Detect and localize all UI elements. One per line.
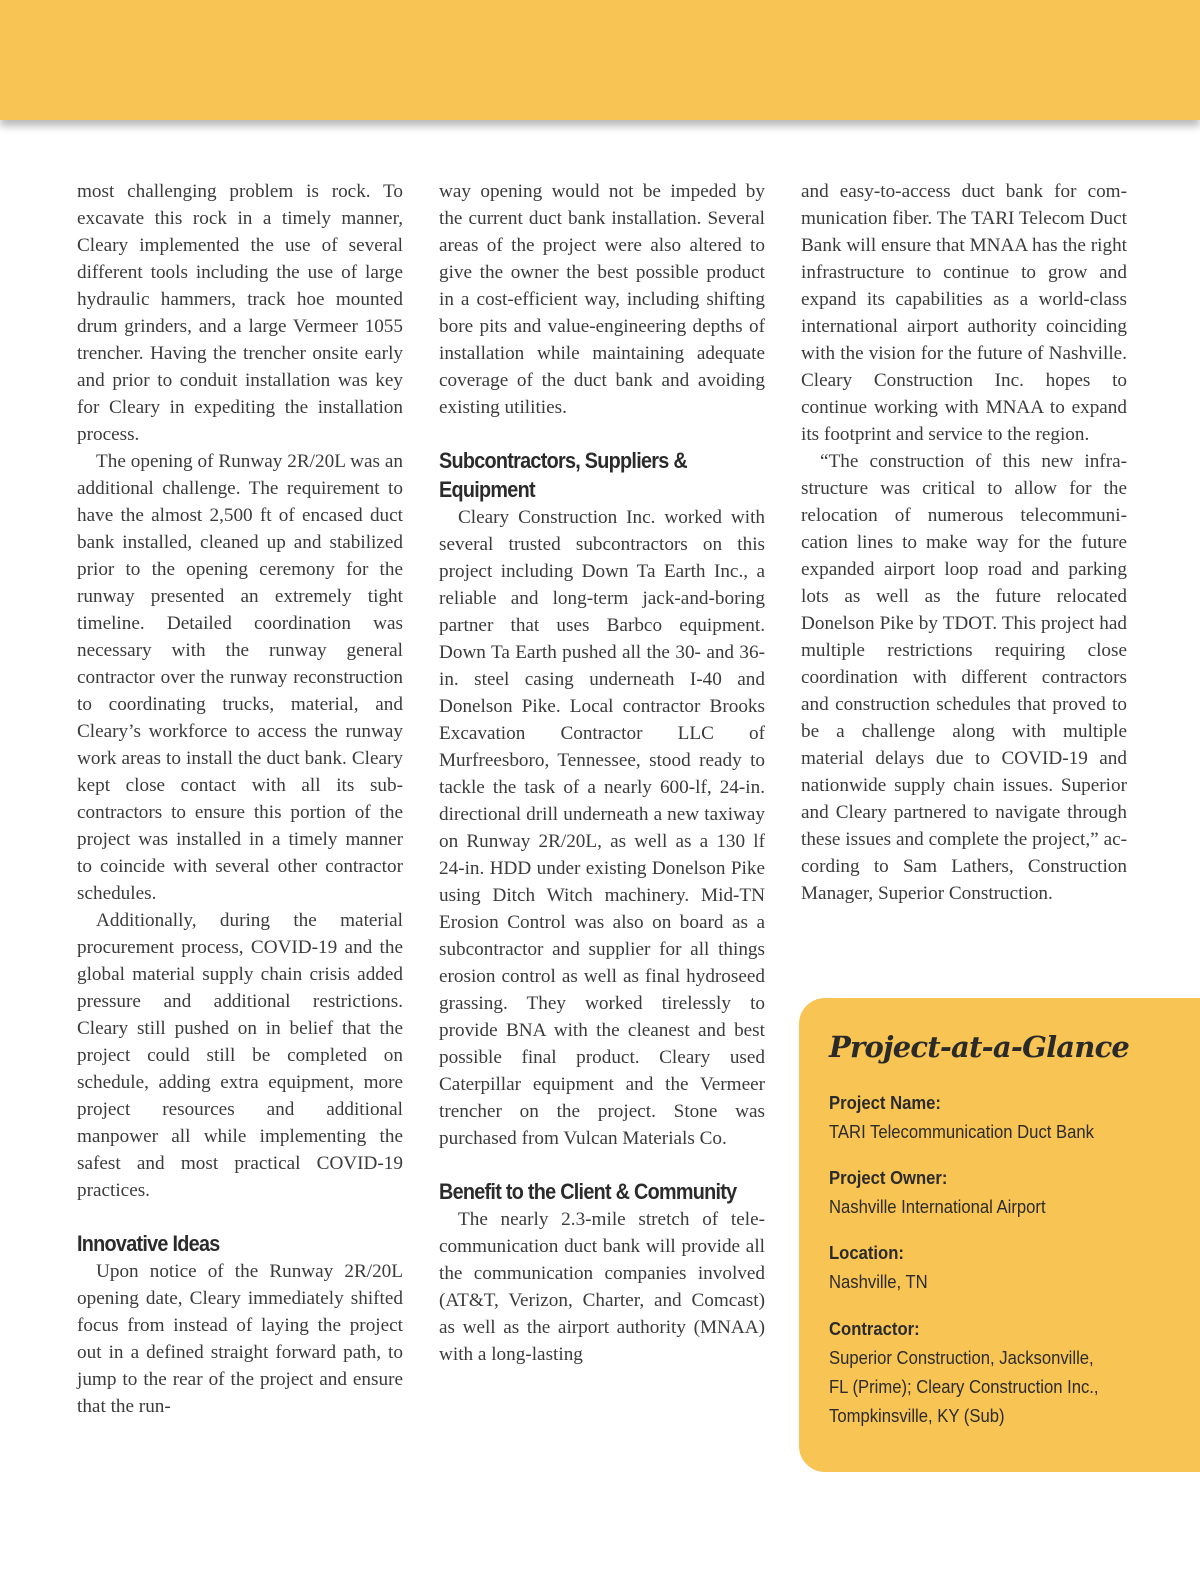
section-heading-benefit: Benefit to the Client & Community: [439, 1179, 737, 1204]
section-heading-innovative-ideas: Innovative Ideas: [77, 1231, 220, 1256]
paragraph: and easy-to-access duct bank for communication fiber. The TARI Telecom Duct Bank will ensure that MNAA has the right infrastructure to continue to grow and expand its capabilities as a world-class international airport authority coinciding with the vision for the future of Nashville. Cleary Construction Inc. hopes to continue working with MNAA to expand its footprint and service to the region.: [801, 181, 1127, 445]
section-heading-subcontractors: Subcontractors, Suppliers & Equipment: [439, 448, 687, 502]
location-item: [829, 1238, 1189, 1296]
contractor-value-line: FL (Prime); Cleary Construction Inc.,: [829, 1376, 1099, 1397]
project-name-item: [829, 1088, 1189, 1146]
paragraph: Upon notice of the Runway 2R/20L opening date, Cleary immediately shifted focus from instead of laying the project out in a defined straight forward path, to jump to the rear of the project and ensure that the run-: [77, 1261, 403, 1417]
paragraph: Cleary Construction Inc. worked with several trusted subcontractors on this project including Down Ta Earth Inc., a reliable and long-term jack-and-boring partner that uses Barbco equipment. Down Ta Earth pushed all the 30- and 36-in. steel casing underneath I-40 and Donelson Pike. Local contractor Brooks Excavation Contractor LLC of Murfreesboro, Tennessee, stood ready to tackle the task of a nearly 600-lf, 24-in. directional drill underneath a new taxiway on Runway 2R/20L, as well as a 130 lf 24-in. HDD under existing Donelson Pike using Ditch Witch machinery. Mid-TN Erosion Control was also on board as a subcontractor and supplier for all things erosion control as well as final hydroseed grassing. They worked tirelessly to provide BNA with the cleanest and best possible final product. Cleary used Caterpillar equipment and the Vermeer trencher on the project. Stone was purchased from Vulcan Materials Co.: [439, 507, 765, 1149]
paragraph: Additionally, during the material procurement process, COVID-19 and the global material supply chain crisis added pressure and additional restrictions. Cleary still pushed on in belief that the project could still be completed on schedule, adding extra equipment, more project resources and additional manpower all while implementing the safest and most practical COVID-19 practices.: [77, 910, 403, 1201]
contractor-value-line: Superior Construction, Jacksonville,: [829, 1347, 1094, 1368]
project-name-label: Project Name:: [829, 1092, 941, 1113]
paragraph: The nearly 2.3-mile stretch of telecommunication duct bank will provide all the communication companies involved (AT&T, Verizon, Charter, and Comcast) as well as the airport authority (MNAA) with a long-lasting: [439, 1209, 765, 1365]
paragraph: most challenging problem is rock. To excavate this rock in a timely manner, Cleary implemented the use of several different tools including the use of large hydraulic hammers, track hoe mounted drum grinders, and a large Vermeer 1055 trencher. Having the trencher onsite early and prior to conduit installation was key for Cleary in expediting the installation process.: [77, 181, 403, 445]
paragraph: “The construction of this new infrastructure was critical to allow for the relocation of numerous telecommunication lines to make way for the future expanded airport loop road and parking lots as well as the future relocated Donelson Pike by TDOT. This project had multiple restrictions requiring close coordination with different contractors and construction schedules that proved to be a challenge along with multiple material delays due to COVID-19 and nationwide supply chain issues. Superior and Cleary partnered to navigate through these issues and complete the project,” according to Sam Lathers, Construction Manager, Superior Construction.: [801, 451, 1127, 904]
project-owner-value: Nashville International Airport: [829, 1196, 1046, 1217]
location-value: Nashville, TN: [829, 1271, 928, 1292]
project-owner-item: [829, 1163, 1189, 1221]
article-column-2: [439, 178, 765, 1368]
project-owner-label: Project Owner:: [829, 1167, 948, 1188]
article-column-3: [801, 178, 1127, 907]
glance-title: Project-at-a-Glance: [829, 1030, 1130, 1064]
paragraph: way opening would not be impeded by the current duct bank installation. Several areas of the project were also altered to give the owner the best possible product in a cost-efficient way, including shifting bore pits and value-engineering depths of installation while maintaining adequate coverage of the duct bank and avoiding existing utilities.: [439, 181, 765, 418]
contractor-label: Contractor:: [829, 1318, 920, 1339]
article-column-1: [77, 178, 403, 1420]
project-at-a-glance-box: [799, 998, 1200, 1472]
location-label: Location:: [829, 1242, 904, 1263]
contractor-item: [829, 1314, 1189, 1430]
paragraph: The opening of Runway 2R/20L was an additional challenge. The requirement to have the almost 2,500 ft of encased duct bank installed, cleaned up and stabilized prior to the opening ceremony for the runway presented an extremely tight timeline. Detailed coordination was necessary with the runway general contractor over the runway reconstruction to coordinating trucks, material, and Cleary’s workforce to access the runway work areas to install the duct bank. Cleary kept close contact with all its subcontractors to ensure this portion of the project was installed in a timely manner to coincide with several other contractor schedules.: [77, 451, 403, 904]
header-band: [0, 0, 1200, 120]
contractor-value-line: Tompkinsville, KY (Sub): [829, 1405, 1005, 1426]
project-name-value: TARI Telecommunication Duct Bank: [829, 1121, 1094, 1142]
